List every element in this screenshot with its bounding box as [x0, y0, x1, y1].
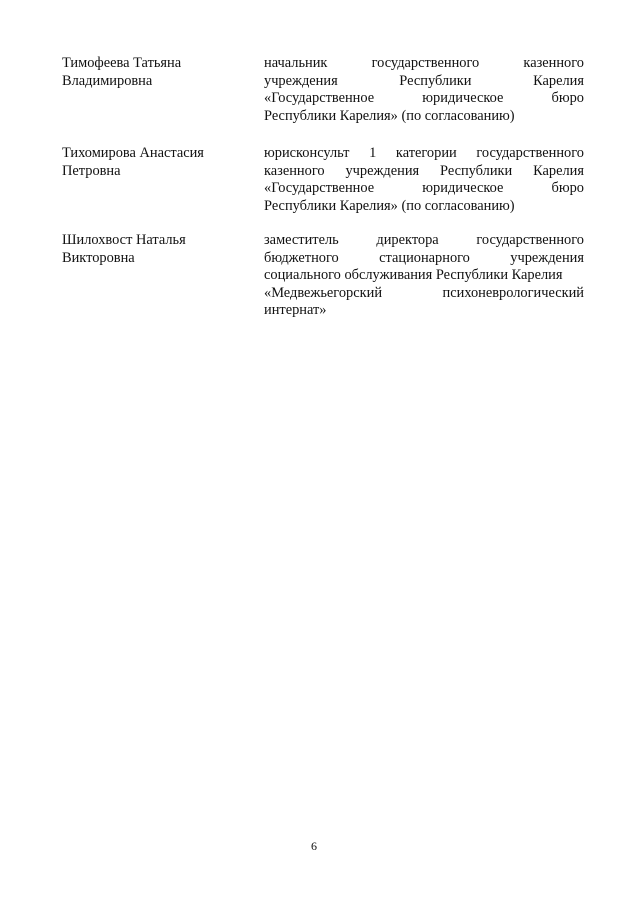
position-word: юрисконсульт [264, 145, 350, 161]
position-word: бюро [551, 180, 584, 197]
position-line [264, 163, 584, 181]
position-line [264, 73, 584, 91]
page-number: 6 [311, 839, 317, 853]
position-word: учреждения [264, 72, 338, 89]
name-line: Шилохвост Наталья [62, 232, 186, 248]
position-word: государственного [371, 55, 480, 71]
member-position [264, 55, 584, 125]
position-word: Республики [440, 162, 513, 179]
name-line: Петровна [62, 162, 121, 179]
position-line [264, 180, 584, 198]
position-word: учреждения [510, 249, 584, 266]
position-word: Республики [399, 72, 472, 89]
position-word: «Государственное [264, 90, 375, 107]
position-line [264, 267, 584, 285]
name-line: Тихомирова Анастасия [62, 145, 204, 161]
position-word: стационарного [379, 249, 470, 266]
position-word: Республики Карелия» (по согласованию) [264, 107, 515, 124]
position-word: директора [376, 232, 439, 248]
position-word: бюро [551, 90, 584, 107]
position-line [264, 145, 584, 163]
position-line [264, 285, 584, 303]
name-line: Тимофеева Татьяна [62, 55, 182, 71]
position-line [264, 302, 584, 320]
position-word: казенного [523, 55, 584, 71]
position-word: государственного [476, 232, 584, 248]
position-word: начальник [264, 55, 328, 71]
position-line [264, 198, 584, 216]
position-word: «Государственное [264, 180, 375, 197]
position-word: интернат» [264, 302, 327, 319]
position-line [264, 90, 584, 108]
position-word: заместитель [264, 232, 339, 248]
member-position [264, 232, 584, 320]
position-word: Карелия [533, 162, 584, 179]
position-word: 1 [369, 145, 377, 161]
name-line: Викторовна [62, 249, 135, 266]
position-word: юридическое [422, 180, 504, 197]
position-word: категории [395, 145, 457, 161]
position-word: Карелия [533, 72, 584, 89]
member-position [264, 145, 584, 215]
member-name [62, 145, 237, 180]
position-word: Республики Карелия» (по согласованию) [264, 197, 515, 214]
position-word: юридическое [422, 90, 504, 107]
position-word: учреждения [345, 162, 420, 179]
member-name [62, 232, 237, 267]
position-word: бюджетного [264, 249, 339, 266]
position-line [264, 232, 584, 250]
position-word: социального обслуживания Республики Карелия [264, 267, 563, 284]
member-name [62, 55, 237, 90]
name-line: Владимировна [62, 72, 153, 89]
position-line [264, 55, 584, 73]
position-word: психоневрологический [442, 284, 584, 301]
position-line [264, 250, 584, 268]
position-word: казенного [264, 162, 325, 179]
position-line [264, 108, 584, 126]
position-word: «Медвежьегорский [264, 284, 383, 301]
position-word: государственного [476, 145, 584, 161]
